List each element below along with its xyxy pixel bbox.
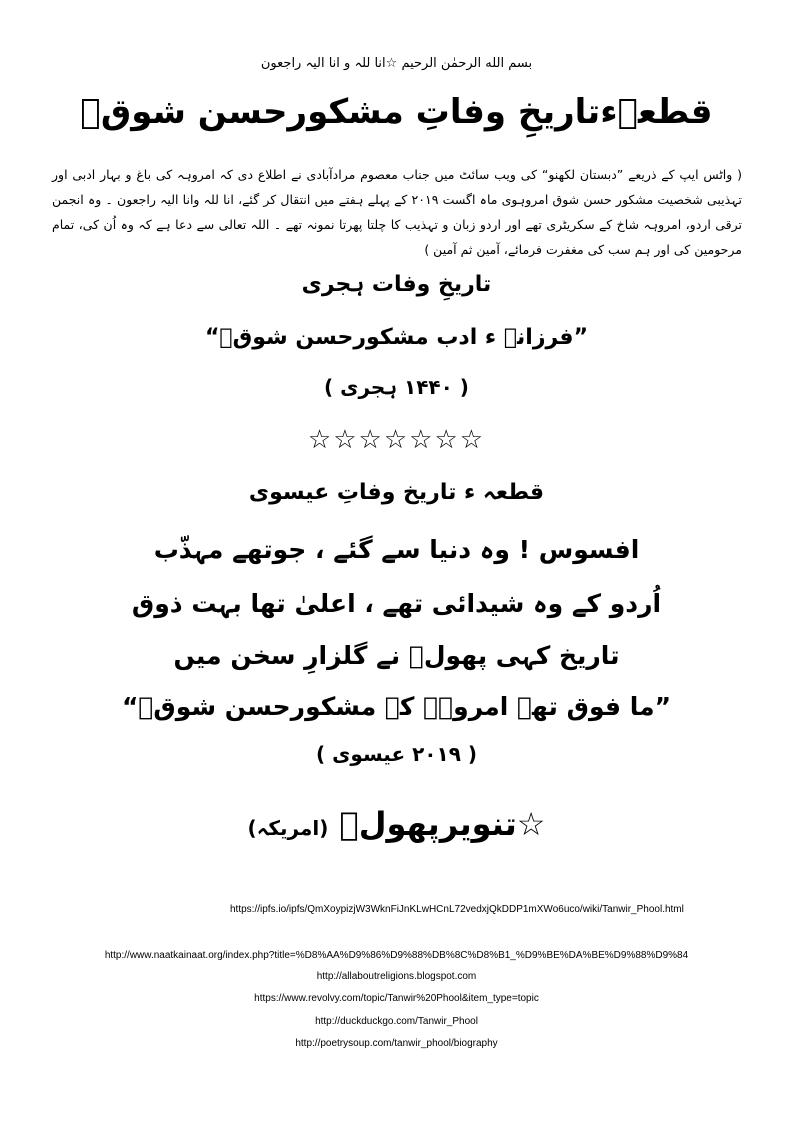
verse-line-3: تاریخ کہی پھولؔ نے گلزارِ سخن میں — [173, 641, 620, 670]
author-country: (امریکہ) — [247, 816, 329, 840]
author-signature — [0, 805, 793, 843]
gregorian-heading: قطعہ ء تاریخ وفاتِ عیسوی — [248, 480, 545, 505]
author-name: ☆تنویرپھولؔ — [339, 805, 546, 843]
link-allaboutreligions[interactable]: http://allaboutreligions.blogspot.com — [316, 971, 477, 982]
verse-line-2: اُردو کے وہ شیدائی تھے ، اعلیٰ تھا بہت ذوق — [131, 589, 662, 618]
link-naatkainaat[interactable]: http://www.naatkainaat.org/index.php?title=%D8%AA%D9%86%D9%88%DB%8C%D8%B1_%D9%BE%DA%BE%D9%88%D9%84 — [104, 950, 689, 961]
hijri-year: ( ۱۴۴۰ ہجری ) — [324, 375, 469, 399]
bismillah-line: بسم الله الرحمٰن الرحیم ☆انا للہ و انا الیہ راجعون — [260, 56, 533, 71]
intro-paragraph: ( واٹس ایپ کے ذریعے ”دبستان لکھنو“ کی ویب سائٹ میں جناب معصوم مرادآبادی نے اطلاع دی کہ امروہہ کی باغ و بہار ادبی اور تہذیبی شخصیت مشکور حسن شوق امروہوی ماہ اگست ۲۰۱۹ کے پہلے ہفتے میں انتقال کر گئے، انا للہ وانا الیہ راجعون ۔ وہ انجمن ترقی اردو، امروہہ شاخ کے سکریٹری تھے اور اردو زبان و تہذیب کا چلتا پھرتا نمونہ تھے ۔ اللہ تعالی سے دعا ہے کہ وہ اُن کی، تمام مرحومین کی اور ہم سب کی مغفرت فرمائے، آمین ثم آمین ) — [52, 167, 742, 257]
page-title: قطعہءتاریخِ وفاتِ مشکورحسن شوقؔ — [80, 92, 713, 132]
hijri-chronogram-phrase: ”فرزانہ ء ادب مشکورحسن شوقؔ“ — [204, 325, 589, 350]
verse-line-1: افسوس ! وہ دنیا سے گئے ، جوتھے مہذّب — [153, 535, 640, 564]
gregorian-year: ( ۲۰۱۹ عیسوی ) — [315, 742, 478, 766]
hijri-heading: تاریخِ وفات ہجری — [301, 272, 492, 297]
link-duckduckgo[interactable]: http://duckduckgo.com/Tanwir_Phool — [315, 1016, 478, 1027]
link-poetrysoup[interactable]: http://poetrysoup.com/tanwir_phool/biography — [295, 1038, 498, 1049]
stars-divider: ☆☆☆☆☆☆☆ — [307, 425, 486, 455]
link-revolvy[interactable]: https://www.revolvy.com/topic/Tanwir%20Phool&item_type=topic — [254, 993, 539, 1004]
link-ipfs[interactable]: https://ipfs.io/ipfs/QmXoypizjW3WknFiJnKLwHCnL72vedxjQkDDP1mXWo6uco/wiki/Tanwir_Phool.html — [230, 904, 684, 915]
verse-line-4: ”ما فوق تھے امروہہ کے مشکورحسن شوقؔ“ — [121, 692, 671, 721]
